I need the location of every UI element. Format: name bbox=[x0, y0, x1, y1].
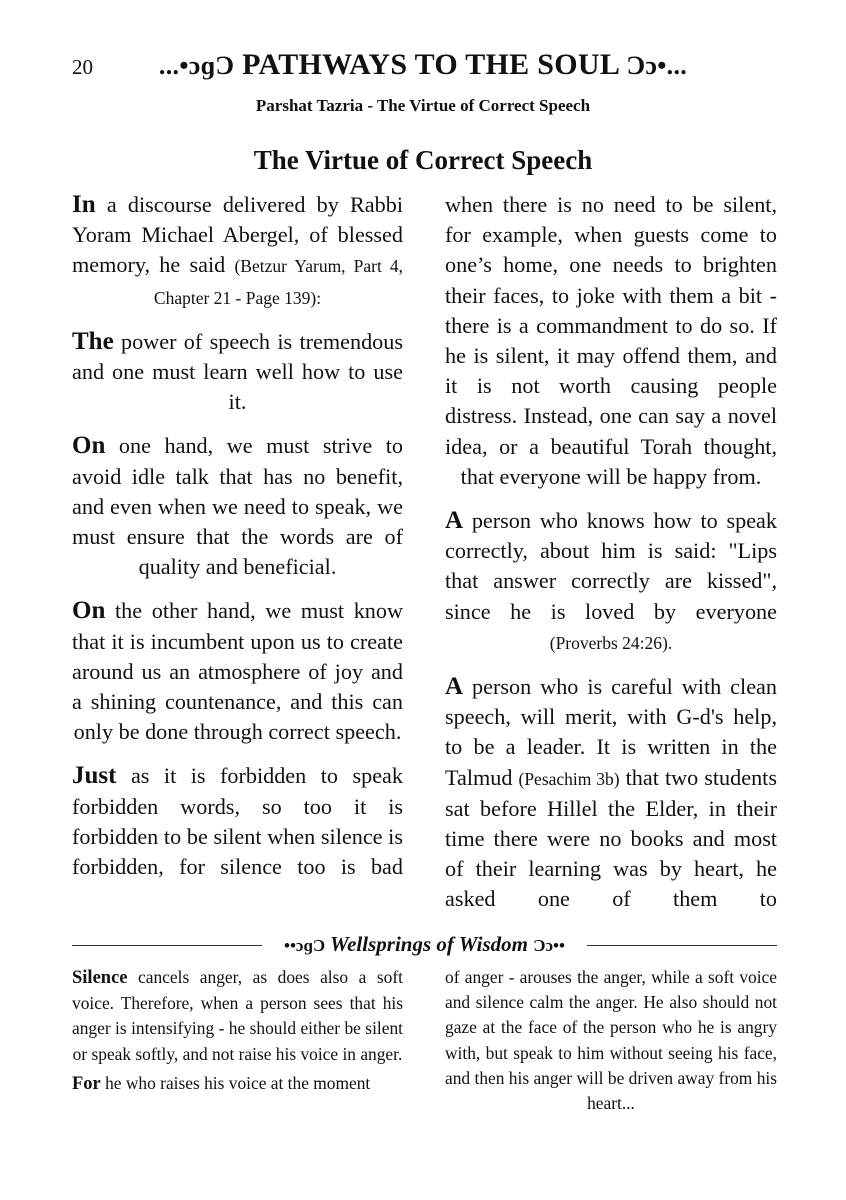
paragraph-lead-word: On bbox=[72, 432, 106, 460]
wellsprings-paragraph bbox=[72, 965, 403, 1067]
paragraph-text: person who is careful with clean speech, will merit, with G-d's help, to be a leader. It is written in the Talmud bbox=[445, 674, 777, 790]
paragraph bbox=[445, 672, 777, 915]
chapter-subtitle: Parshat Tazria - The Virtue of Correct Speech bbox=[255, 96, 591, 115]
paragraph-lead-word: Silence bbox=[72, 968, 128, 988]
paragraph bbox=[72, 190, 403, 313]
wellsprings-paragraph bbox=[445, 965, 777, 1116]
right-flourish-ornament-icon: Ɔɔ•... bbox=[626, 51, 688, 80]
running-head bbox=[0, 48, 846, 82]
paragraph-lead-word: A bbox=[445, 673, 464, 701]
paragraph-lead-word: For bbox=[72, 1073, 101, 1094]
article-title: The Virtue of Correct Speech bbox=[253, 145, 593, 175]
paragraph-lead-word: Just bbox=[72, 762, 117, 790]
book-title: PATHWAYS TO THE SOUL bbox=[242, 48, 619, 81]
wellsprings-heading bbox=[72, 932, 777, 957]
paragraph-text: person who knows how to speak correctly, about him is said: "Lips that answer correctly are kissed", since he is loved by everyone bbox=[445, 508, 777, 624]
left-flourish-ornament-icon: ••ɔɡƆ bbox=[284, 936, 326, 955]
paragraph-text: one hand, we must strive to avoid idle talk that has no benefit, and even when we need to speak, we must ensure that the words are of quality and beneficial. bbox=[72, 433, 403, 580]
paragraph bbox=[445, 506, 777, 658]
wellsprings-divider bbox=[72, 932, 777, 960]
paragraph-text: power of speech is tremendous and one must learn well how to use it. bbox=[72, 328, 403, 415]
page-number: 20 bbox=[72, 55, 93, 79]
paragraph bbox=[72, 761, 403, 882]
paragraph-text: that two students sat before Hillel the Elder, in their time there were no books and most of their learning was by heart, he asked one of them to bbox=[445, 764, 777, 912]
right-flourish-ornament-icon: Ɔɔ•• bbox=[533, 936, 565, 955]
wellsprings-left-column bbox=[72, 965, 403, 1101]
wellsprings-paragraph bbox=[72, 1071, 403, 1097]
left-flourish-ornament-icon: ...•ɔɡƆ bbox=[158, 51, 235, 80]
article-left-column bbox=[72, 190, 403, 882]
citation: (Proverbs 24:26). bbox=[549, 632, 673, 653]
wellsprings-title: Wellsprings of Wisdom bbox=[330, 932, 528, 956]
paragraph-text: cancels anger, as does also a soft voice. Therefore, when a person sees that his anger is intensifying - he should either be silent or speak softly, and not raise his voice in anger. bbox=[72, 967, 403, 1064]
paragraph-text: as it is forbidden to speak forbidden words, so too it is forbidden to be silent when silence is forbidden, for silence too is bad bbox=[72, 763, 403, 880]
citation: (Betzur Yarum, Part 4, Chapter 21 - Page 139): bbox=[153, 256, 404, 308]
article-right-column bbox=[445, 190, 777, 915]
paragraph-lead-word: In bbox=[72, 191, 96, 218]
paragraph-text: he who raises his voice at the moment bbox=[100, 1072, 371, 1093]
paragraph bbox=[72, 327, 403, 418]
paragraph bbox=[72, 596, 403, 747]
paragraph bbox=[72, 431, 403, 582]
paragraph-text: when there is no need to be silent, for example, when guests come to one’s home, one needs to brighten their faces, to joke with them a bit - there is a commandment to do so. If he is silent, it may offend them, and it is not worth causing people distress. Instead, one can say a novel idea, or a beautiful Torah thought, that everyone will be happy from. bbox=[445, 192, 777, 489]
paragraph-text: a discourse delivered by Rabbi Yoram Michael Abergel, of blessed memory, he said bbox=[72, 192, 403, 278]
citation: (Pesachim 3b) bbox=[518, 768, 620, 789]
wellsprings-right-column bbox=[445, 965, 777, 1120]
paragraph-lead-word: On bbox=[72, 597, 106, 625]
paragraph bbox=[445, 190, 777, 492]
paragraph-lead-word: A bbox=[445, 507, 464, 535]
paragraph-lead-word: The bbox=[72, 327, 114, 355]
paragraph-text: the other hand, we must know that it is incumbent upon us to create around us an atmosphere of joy and a shining countenance, and this can only be done through correct speech. bbox=[72, 598, 403, 745]
paragraph-text: of anger - arouses the anger, while a soft voice and silence calm the anger. He also should not gaze at the face of the person who he is angry with, but speak to him without seeing his face, and then his anger will be driven away from his heart... bbox=[445, 967, 777, 1114]
